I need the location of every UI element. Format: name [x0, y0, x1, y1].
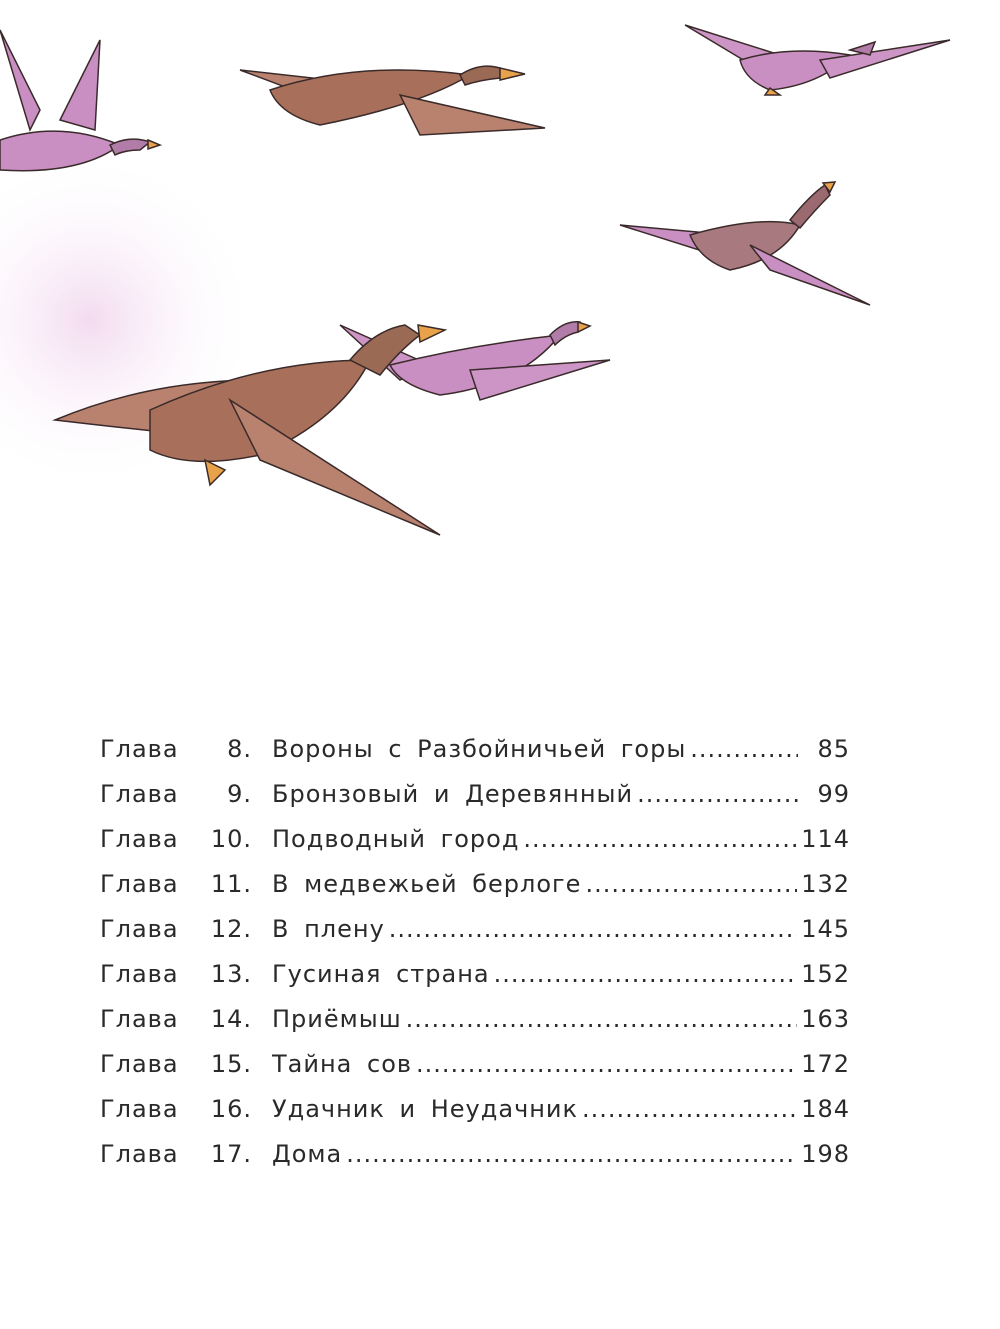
chapter-number: 9.	[227, 780, 252, 808]
chapter-page: 184	[801, 1095, 850, 1123]
dot-leader	[690, 735, 798, 763]
chapter-word: Глава	[100, 1140, 179, 1168]
chapter-word: Глава	[100, 825, 179, 853]
chapter-word: Глава	[100, 960, 179, 988]
chapter-word: Глава	[100, 915, 179, 943]
dot-leader	[582, 1095, 797, 1123]
toc-entry[interactable]	[100, 915, 850, 959]
toc-entry[interactable]	[100, 1005, 850, 1049]
chapter-title: Удачник и Неудачник	[272, 1095, 579, 1123]
goose-top-center	[240, 66, 545, 135]
toc-entry[interactable]	[100, 870, 850, 914]
chapter-word: Глава	[100, 1095, 179, 1123]
dot-leader	[389, 915, 797, 943]
dot-leader	[346, 1140, 797, 1168]
chapter-title: В медвежьей берлоге	[272, 870, 582, 898]
chapter-number: 11.	[210, 870, 252, 898]
toc-entry[interactable]	[100, 1095, 850, 1139]
chapter-page: 132	[801, 870, 850, 898]
chapter-title: Гусиная страна	[272, 960, 490, 988]
dot-leader	[406, 1005, 798, 1033]
goose-top-left	[0, 30, 160, 171]
chapter-title: Дома	[272, 1140, 343, 1168]
chapter-title: Вороны с Разбойничьей горы	[272, 735, 687, 763]
chapter-title: Подводный город	[272, 825, 520, 853]
chapter-page: 145	[801, 915, 850, 943]
goose-mid-right	[620, 182, 870, 305]
chapter-word: Глава	[100, 870, 179, 898]
chapter-word: Глава	[100, 1050, 179, 1078]
chapter-title: В плену	[272, 915, 385, 943]
chapter-page: 152	[801, 960, 850, 988]
toc-entry[interactable]	[100, 825, 850, 869]
chapter-title: Тайна сов	[272, 1050, 413, 1078]
toc-entry[interactable]	[100, 1140, 850, 1184]
chapter-page: 172	[801, 1050, 850, 1078]
dot-leader	[416, 1050, 797, 1078]
dot-leader	[523, 825, 797, 853]
toc-entry[interactable]	[100, 1050, 850, 1094]
dot-leader	[585, 870, 797, 898]
toc-entry[interactable]	[100, 780, 850, 824]
chapter-number: 15.	[210, 1050, 252, 1078]
chapter-number: 17.	[210, 1140, 252, 1168]
chapter-page: 85	[817, 735, 850, 763]
toc-entry[interactable]	[100, 735, 850, 779]
geese-illustration	[0, 0, 1000, 620]
chapter-number: 14.	[210, 1005, 252, 1033]
chapter-number: 16.	[210, 1095, 252, 1123]
chapter-word: Глава	[100, 780, 179, 808]
dot-leader	[494, 960, 798, 988]
toc-entry[interactable]	[100, 960, 850, 1004]
chapter-title: Приёмыш	[272, 1005, 402, 1033]
chapter-word: Глава	[100, 735, 179, 763]
chapter-word: Глава	[100, 1005, 179, 1033]
chapter-number: 12.	[210, 915, 252, 943]
chapter-number: 13.	[210, 960, 252, 988]
chapter-title: Бронзовый и Деревянный	[272, 780, 634, 808]
chapter-page: 198	[801, 1140, 850, 1168]
dot-leader	[637, 780, 798, 808]
chapter-page: 163	[801, 1005, 850, 1033]
chapter-page: 99	[817, 780, 850, 808]
chapter-number: 10.	[210, 825, 252, 853]
chapter-number: 8.	[227, 735, 252, 763]
chapter-page: 114	[801, 825, 850, 853]
goose-top-right	[685, 25, 950, 95]
